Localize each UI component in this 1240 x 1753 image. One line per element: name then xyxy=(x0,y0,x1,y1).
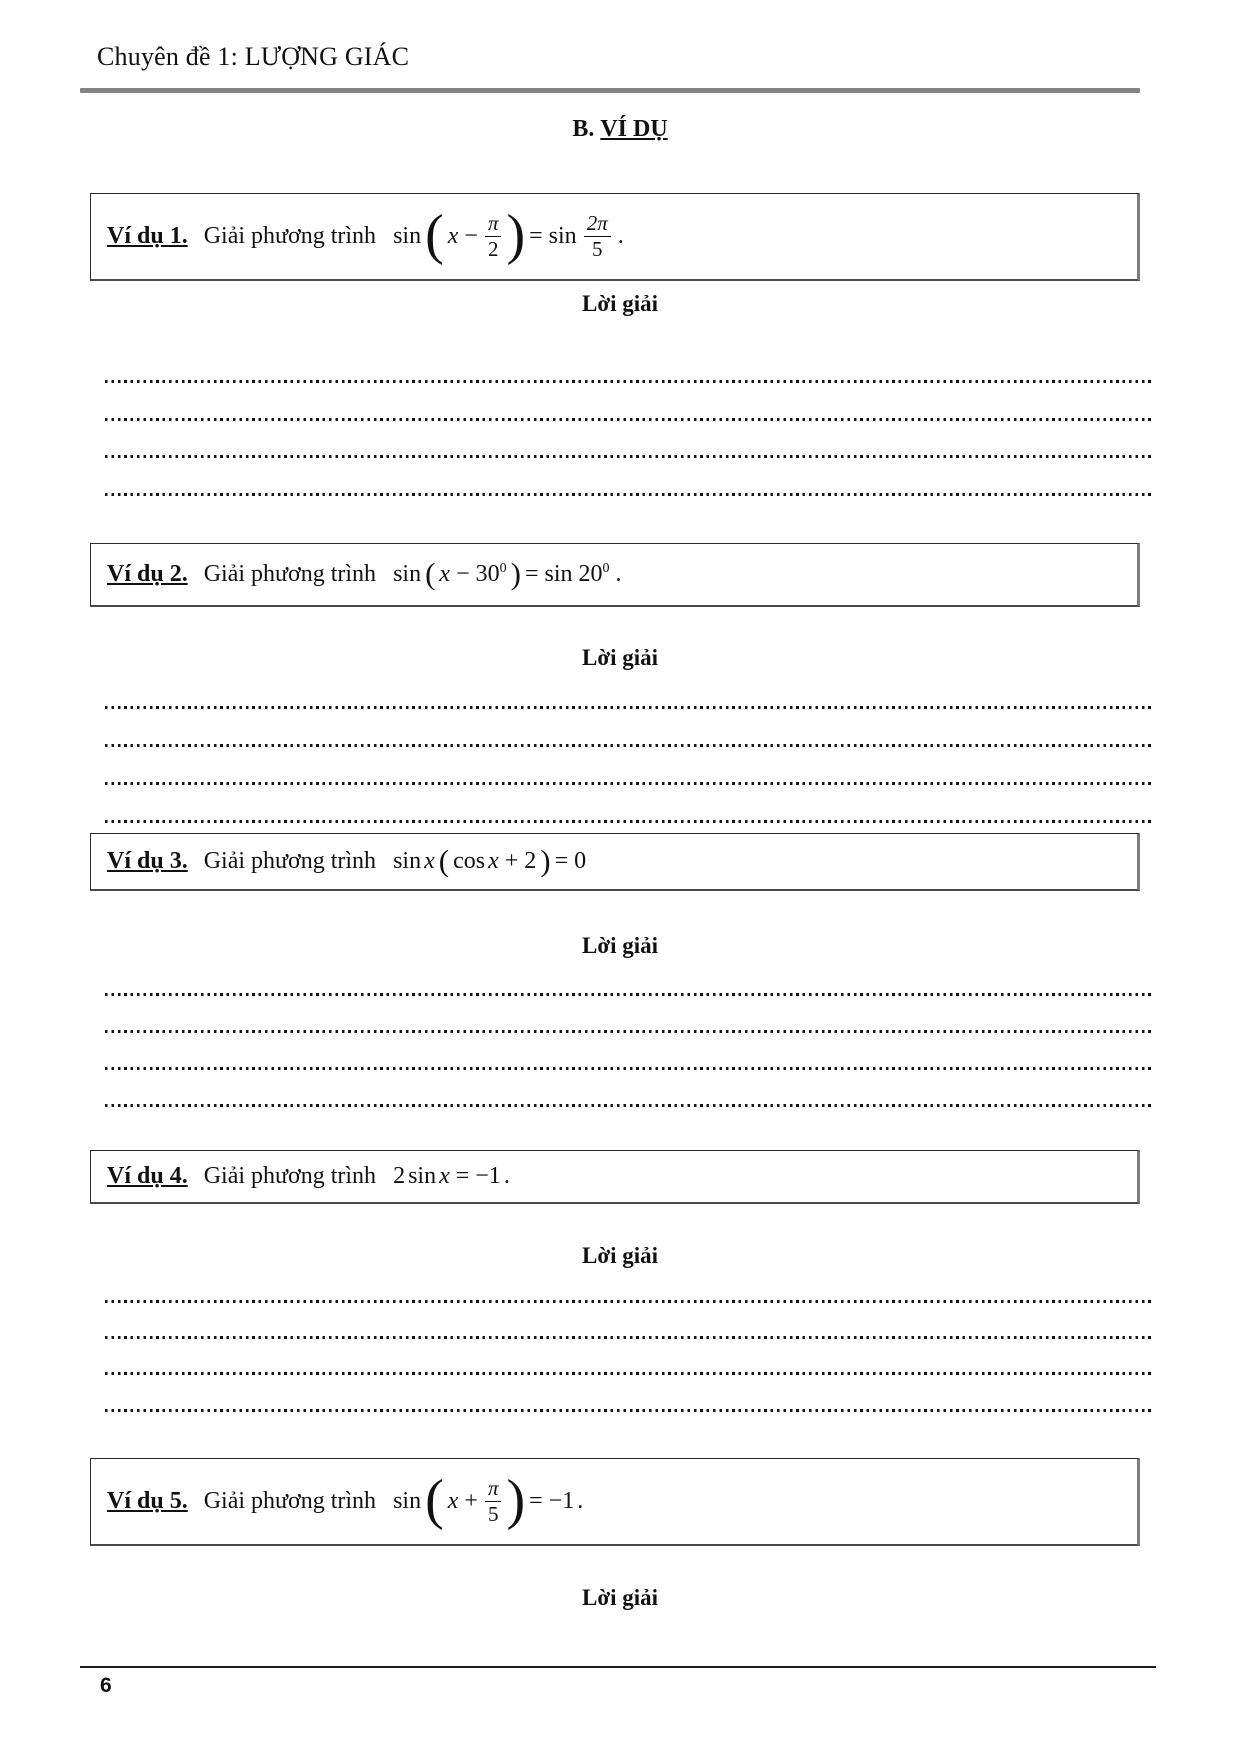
answer-dotted-line xyxy=(105,706,1153,709)
math-equals: = xyxy=(529,223,543,249)
math-degree-sup: 0 xyxy=(499,561,507,576)
answer-dotted-line xyxy=(105,493,1153,496)
page-number: 6 xyxy=(100,1674,112,1697)
math-variable-x: x xyxy=(439,561,451,587)
math-period: . xyxy=(615,561,622,587)
example-3-prompt: Giải phương trình xyxy=(203,848,377,874)
example-3-row xyxy=(107,843,589,878)
math-degree-sup: 0 xyxy=(602,561,610,576)
answer-dotted-line xyxy=(105,1336,1153,1339)
math-equals-neg-1: = −1 xyxy=(455,1163,501,1189)
math-sin: sin xyxy=(393,1488,422,1514)
answer-dotted-line xyxy=(105,418,1153,421)
example-5-row xyxy=(107,1468,586,1531)
section-title xyxy=(0,116,1240,143)
solution-heading-3: Lời giải xyxy=(582,933,658,958)
header-rule xyxy=(80,88,1140,93)
solution-heading-4: Lời giải xyxy=(582,1243,658,1268)
math-variable-x: x xyxy=(488,848,499,874)
math-open-paren: ( xyxy=(425,556,436,591)
example-box-4 xyxy=(90,1150,1140,1204)
math-period: . xyxy=(577,1488,584,1514)
answer-dotted-line xyxy=(105,744,1153,747)
example-box-2 xyxy=(90,543,1140,607)
answer-dotted-line xyxy=(105,1300,1153,1303)
answer-dotted-line xyxy=(105,1409,1153,1412)
example-box-3 xyxy=(90,833,1140,891)
math-period: . xyxy=(617,223,624,249)
math-sin: sin xyxy=(393,223,422,249)
math-cos: cos xyxy=(453,848,486,874)
math-close-paren: ) xyxy=(510,556,521,591)
example-box-5 xyxy=(90,1458,1140,1546)
answer-dotted-line xyxy=(105,455,1153,458)
math-minus: − xyxy=(464,223,478,249)
math-sin: sin xyxy=(393,848,422,874)
answer-dotted-line xyxy=(105,1067,1153,1070)
solution-heading-1: Lời giải xyxy=(582,291,658,316)
math-variable-x: x xyxy=(447,223,459,249)
math-fraction-pi-5: $\frac{\pi}{5}$ xyxy=(485,1476,502,1527)
answer-dotted-line xyxy=(105,380,1153,383)
answer-dotted-line xyxy=(105,993,1153,996)
example-2-label: Ví dụ 2. xyxy=(107,561,188,587)
math-open-paren: ( xyxy=(425,203,444,266)
example-2-row xyxy=(107,556,624,591)
math-variable-x: x xyxy=(447,1488,459,1514)
example-5-label: Ví dụ 5. xyxy=(107,1488,188,1514)
section-label: B. xyxy=(572,116,595,142)
math-open-paren: ( xyxy=(438,843,450,878)
example-1-row xyxy=(107,203,627,266)
math-coefficient-2: 2 xyxy=(393,1163,406,1189)
example-4-label: Ví dụ 4. xyxy=(107,1163,188,1189)
example-3-label: Ví dụ 3. xyxy=(107,848,188,874)
answer-dotted-line xyxy=(105,1030,1153,1033)
chapter-header: Chuyên đề 1: LƯỢNG GIÁC xyxy=(97,42,410,71)
math-fraction-2pi-5: $\frac{2\pi}{5}$ xyxy=(584,211,611,262)
solution-heading-2: Lời giải xyxy=(582,645,658,670)
math-close-paren: ) xyxy=(506,1468,526,1531)
example-2-prompt: Giải phương trình xyxy=(203,561,377,587)
footer-rule xyxy=(80,1666,1156,1668)
example-4-prompt: Giải phương trình xyxy=(203,1163,377,1189)
math-equals-sin-20: = $\sin 20^0$ xyxy=(524,561,610,587)
math-close-paren: ) xyxy=(506,203,526,266)
math-plus: + xyxy=(464,1488,478,1514)
math-minus-30: − $30^0$ xyxy=(456,561,507,587)
math-equals-neg-1: = −1 xyxy=(529,1488,575,1514)
math-sin: sin xyxy=(408,1163,437,1189)
answer-dotted-line xyxy=(105,1372,1153,1375)
section-title-text: VÍ DỤ xyxy=(600,116,668,142)
math-fraction-pi-2: $\frac{\pi}{2}$ xyxy=(485,211,502,262)
example-1-label: Ví dụ 1. xyxy=(107,223,188,249)
example-5-prompt: Giải phương trình xyxy=(203,1488,377,1514)
answer-dotted-line xyxy=(105,782,1153,785)
example-4-row xyxy=(107,1163,513,1190)
answer-dotted-line xyxy=(105,1104,1153,1107)
example-box-1 xyxy=(90,193,1140,281)
math-plus-2: + 2 xyxy=(504,848,537,874)
math-close-paren: ) xyxy=(540,843,551,878)
math-variable-x: x xyxy=(439,1163,450,1189)
math-sin: sin xyxy=(393,561,422,587)
math-variable-x: x xyxy=(424,848,435,874)
math-sin-2: sin xyxy=(548,223,577,249)
math-open-paren: ( xyxy=(425,1468,444,1531)
example-1-prompt: Giải phương trình xyxy=(203,223,377,249)
math-period: . xyxy=(503,1163,510,1189)
math-equals-0: = 0 xyxy=(554,848,587,874)
solution-heading-5: Lời giải xyxy=(582,1585,658,1610)
answer-dotted-line xyxy=(105,820,1153,823)
